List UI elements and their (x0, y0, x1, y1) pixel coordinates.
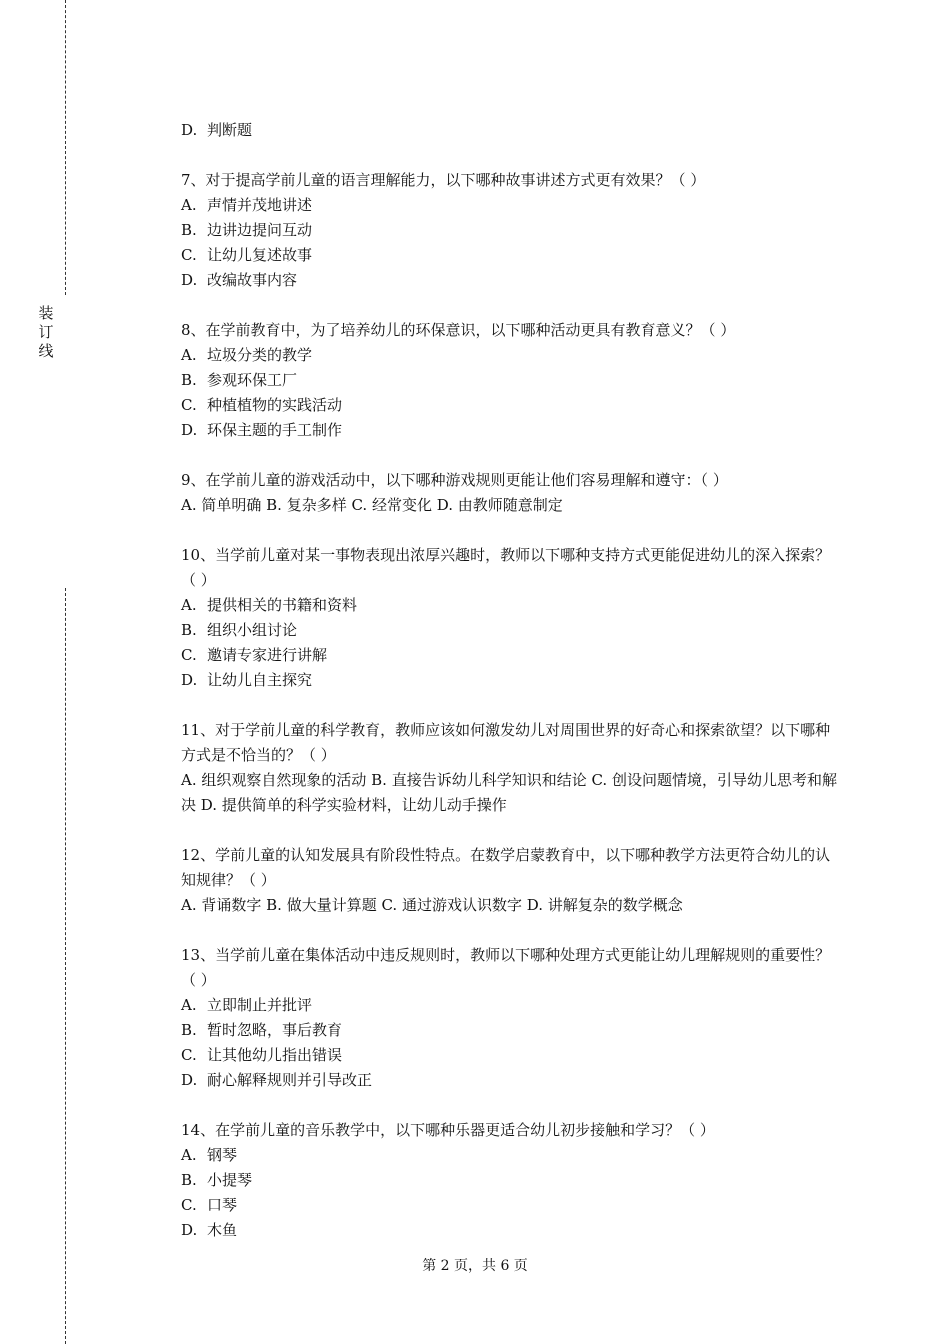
question-11 (181, 718, 841, 818)
option-b: B. 小提琴 (181, 1171, 253, 1189)
option-d: D. 改编故事内容 (181, 271, 298, 289)
option-d: D. 让幼儿自主探究 (181, 671, 313, 689)
inline-options: A. 简单明确 B. 复杂多样 C. 经常变化 D. 由教师随意制定 (181, 496, 563, 514)
question-text: 11、对于学前儿童的科学教育，教师应该如何激发幼儿对周围世界的好奇心和探索欲望？以下哪种方式是不恰当的？（ ） (181, 721, 831, 764)
inline-options: A. 组织观察自然现象的活动 B. 直接告诉幼儿科学知识和结论 C. 创设问题情境，引导幼儿思考和解决 D. 提供简单的科学实验材料，让幼儿动手操作 (181, 771, 837, 814)
option-d: D. 木鱼 (181, 1221, 238, 1239)
option-a: A. 提供相关的书籍和资料 (181, 596, 358, 614)
question-text: 12、学前儿童的认知发展具有阶段性特点。在数学启蒙教育中，以下哪种教学方法更符合幼儿的认知规律？（ ） (181, 846, 831, 889)
binding-label-char: 订 (38, 323, 54, 341)
option-a: A. 声情并茂地讲述 (181, 196, 313, 214)
question-6-continuation (181, 118, 841, 143)
question-8 (181, 318, 841, 443)
binding-label-char: 线 (38, 342, 54, 360)
option-d: D. 耐心解释规则并引导改正 (181, 1071, 373, 1089)
question-10 (181, 543, 841, 693)
option-b: B. 组织小组讨论 (181, 621, 298, 639)
option-d: D. 判断题 (181, 121, 253, 139)
question-text: 14、在学前儿童的音乐教学中，以下哪种乐器更适合幼儿初步接触和学习？（ ） (181, 1121, 715, 1139)
question-text: 8、在学前教育中，为了培养幼儿的环保意识，以下哪种活动更具有教育意义？（ ） (181, 321, 736, 339)
option-b: B. 参观环保工厂 (181, 371, 298, 389)
option-c: C. 种植植物的实践活动 (181, 396, 343, 414)
question-7 (181, 168, 841, 293)
option-a: A. 垃圾分类的教学 (181, 346, 313, 364)
exam-content (181, 118, 841, 1243)
option-a: A. 立即制止并批评 (181, 996, 313, 1014)
page-footer: 第 2 页，共 6 页 (422, 1258, 528, 1274)
question-text: 7、对于提高学前儿童的语言理解能力，以下哪种故事讲述方式更有效果？（ ） (181, 171, 706, 189)
binding-label-char: 装 (38, 304, 54, 322)
question-text: 10、当学前儿童对某一事物表现出浓厚兴趣时，教师以下哪种支持方式更能促进幼儿的深入探索？（ ） (181, 546, 831, 589)
option-c: C. 邀请专家进行讲解 (181, 646, 328, 664)
option-c: C. 口琴 (181, 1196, 238, 1214)
inline-options: A. 背诵数字 B. 做大量计算题 C. 通过游戏认识数字 D. 讲解复杂的数学概念 (181, 896, 683, 914)
option-b: B. 边讲边提问互动 (181, 221, 313, 239)
binding-line-bottom (65, 588, 66, 1344)
question-text: 9、在学前儿童的游戏活动中，以下哪种游戏规则更能让他们容易理解和遵守：（ ） (181, 471, 728, 489)
question-13 (181, 943, 841, 1093)
option-d: D. 环保主题的手工制作 (181, 421, 343, 439)
binding-line-top (65, 0, 66, 295)
question-text: 13、当学前儿童在集体活动中违反规则时，教师以下哪种处理方式更能让幼儿理解规则的重要性？（ ） (181, 946, 831, 989)
option-c: C. 让其他幼儿指出错误 (181, 1046, 343, 1064)
question-14 (181, 1118, 841, 1243)
question-12 (181, 843, 841, 918)
binding-label (36, 304, 56, 361)
option-c: C. 让幼儿复述故事 (181, 246, 313, 264)
question-9 (181, 468, 841, 518)
option-b: B. 暂时忽略，事后教育 (181, 1021, 343, 1039)
option-a: A. 钢琴 (181, 1146, 238, 1164)
